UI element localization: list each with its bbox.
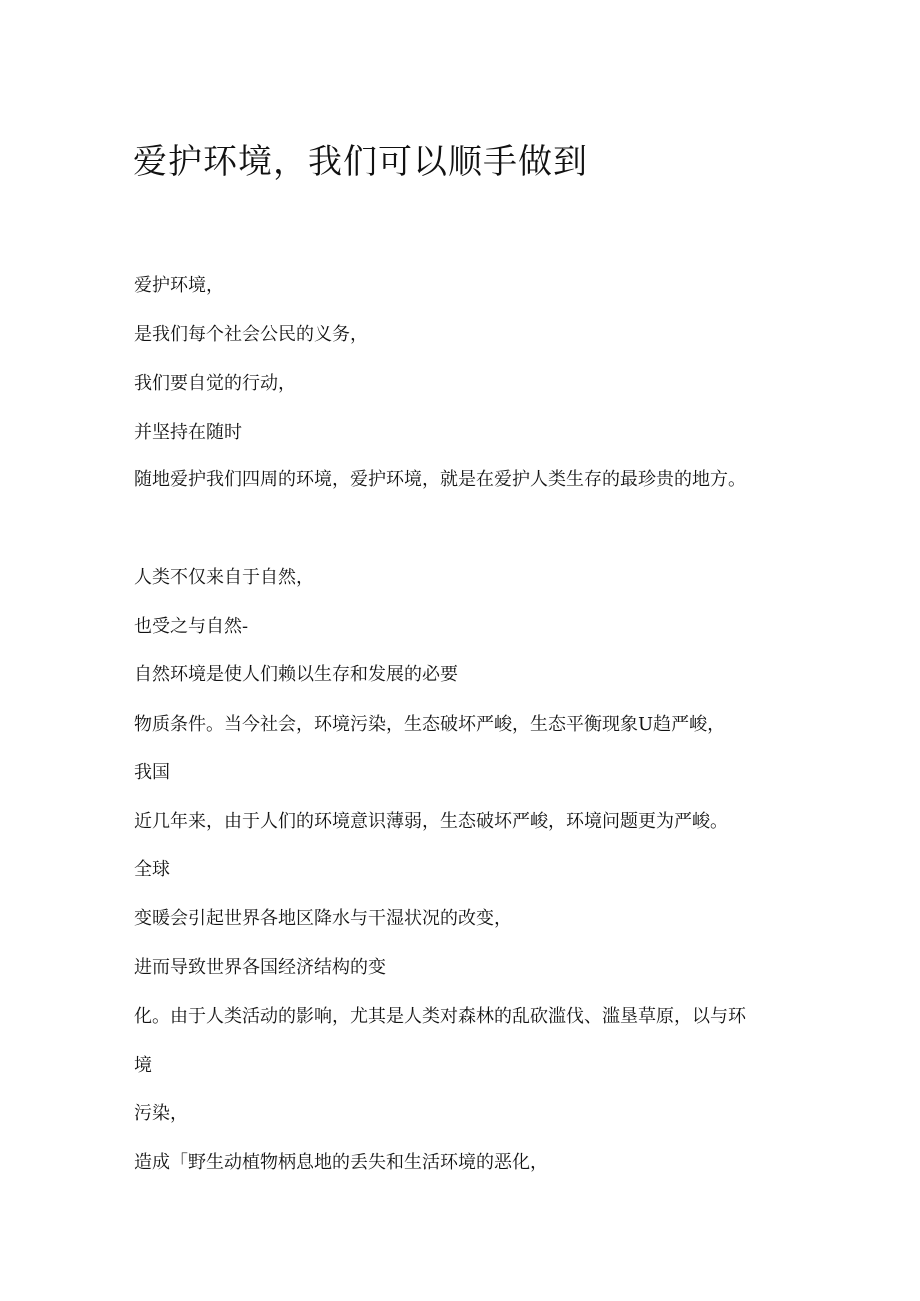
- paragraph-line: 近几年来，由于人们的环境意识薄弱，生态破坏严峻，环境问题更为严峻。: [134, 811, 728, 832]
- paragraph-line: 变暖会引起世界各地区降水与干湿状况的改变，: [134, 908, 512, 929]
- paragraph-line: 污染，: [134, 1103, 188, 1124]
- paragraph-line: 我们要自觉的行动，: [134, 373, 296, 394]
- paragraph-line: 化。由于人类活动的影响，尤其是人类对森林的乱砍滥伐、滥垦草原，以与环: [134, 1006, 746, 1027]
- paragraph-line: 我国: [134, 762, 170, 783]
- paragraph-line: 随地爱护我们四周的环境，爱护环境，就是在爱护人类生存的最珍贵的地方。: [134, 469, 746, 490]
- document-title: 爱护环境，我们可以顺手做到: [133, 142, 588, 182]
- paragraph-line: 物质条件。当今社会，环境污染，生态破坏严峻，生态平衡现象U趋严峻，: [134, 714, 726, 735]
- paragraph-line: 进而导致世界各国经济结构的变: [134, 957, 386, 978]
- paragraph-line: 自然环境是使人们赖以生存和发展的必要: [134, 664, 458, 685]
- paragraph-line: 爱护环境，: [134, 275, 224, 296]
- paragraph-line: 也受之与自然-: [134, 616, 249, 637]
- paragraph-line: 并坚持在随时: [134, 422, 242, 443]
- paragraph-line: 全球: [134, 859, 170, 880]
- paragraph-line: 境: [134, 1055, 152, 1076]
- paragraph-line: 人类不仅来自于自然，: [134, 567, 314, 588]
- paragraph-line: 造成「野生动植物柄息地的丢失和生活环境的恶化，: [134, 1152, 548, 1173]
- paragraph-line: 是我们每个社会公民的义务，: [134, 324, 368, 345]
